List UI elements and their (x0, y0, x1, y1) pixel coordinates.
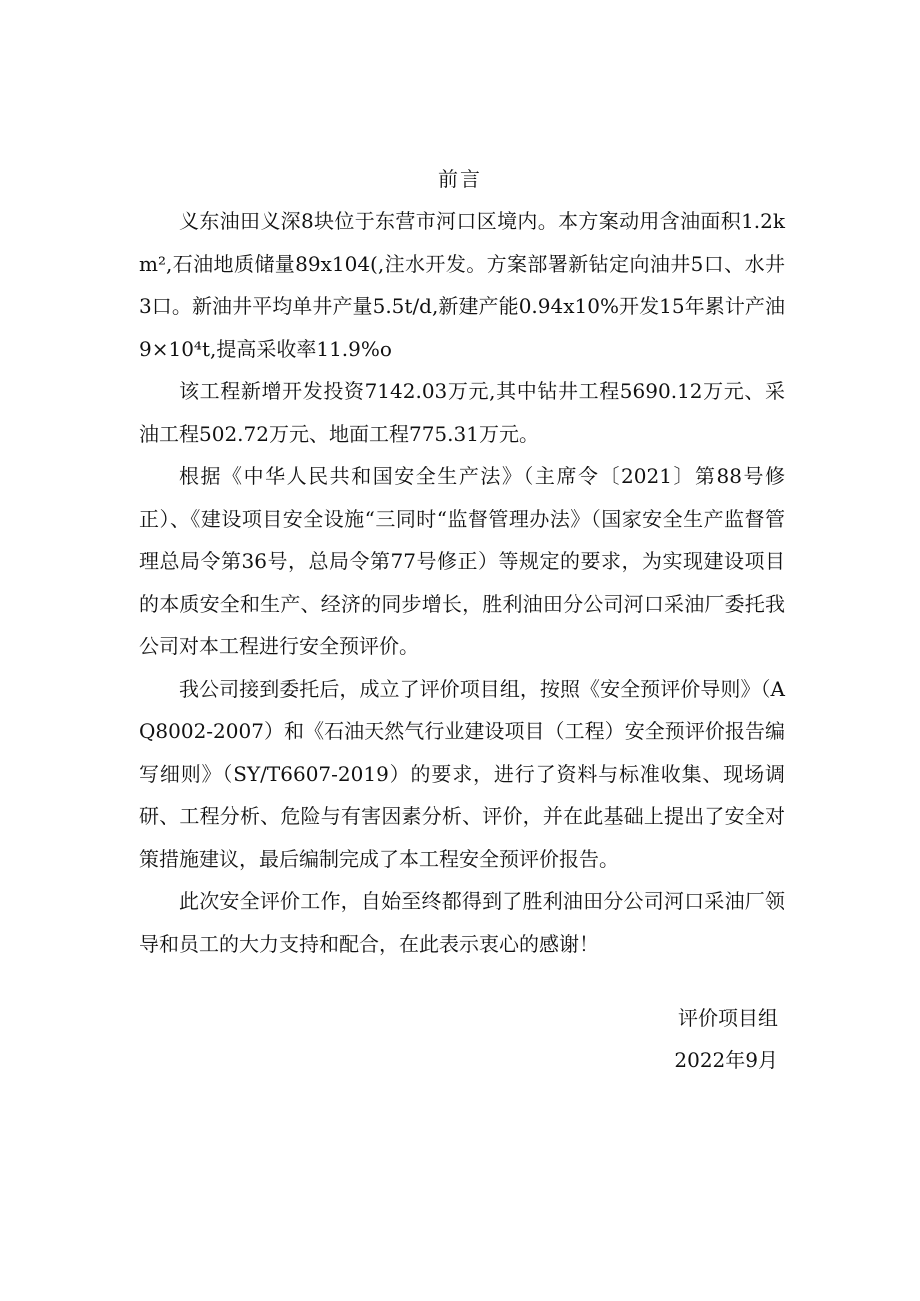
signature-group: 评价项目组 (678, 1006, 778, 1030)
paragraph-investment: 该工程新增开发投资7142.03万元,其中钻井工程5690.12万元、采油工程502.72万元、地面工程775.31万元。 (139, 379, 785, 446)
signature-date: 2022年9月 (674, 1048, 778, 1072)
paragraph-regulations: 根据《中华人民共和国安全生产法》（主席令〔2021〕第88号修正）、《建设项目安全设施“三同时“监督管理办法》（国家安全生产监督管理总局令第36号，总局令第77号修正）等规定的要求，为实现建设项目的本质安全和生产、经济的同步增长，胜利油田分公司河口采油厂委托我公司对本工程进行安全预评价。 (139, 464, 785, 658)
document-body (139, 200, 785, 965)
paragraph-methodology: 我公司接到委托后，成立了评价项目组，按照《安全预评价导则》（AQ8002-2007）和《石油天然气行业建设项目（工程）安全预评价报告编写细则》（SY/T6607-2019）的要求，进行了资料与标准收集、现场调研、工程分析、危险与有害因素分析、评价，并在此基础上提出了安全对策措施建议，最后编制完成了本工程安全预评价报告。 (139, 676, 785, 871)
paragraph-overview: 义东油田义深8块位于东营市河口区境内。本方案动用含油面积1.2km²,石油地质储量89x104(,注水开发。方案部署新钻定向油井5口、水井3口。新油井平均单井产量5.5t/d,新建产能0.94x10%开发15年累计产油9×10⁴t,提高采收率11.9%o (139, 209, 785, 361)
page-title: 前言 (438, 167, 482, 191)
paragraph-acknowledgement: 此次安全评价工作，自始至终都得到了胜利油田分公司河口采油厂领导和员工的大力支持和配合，在此表示衷心的感谢！ (139, 889, 785, 956)
